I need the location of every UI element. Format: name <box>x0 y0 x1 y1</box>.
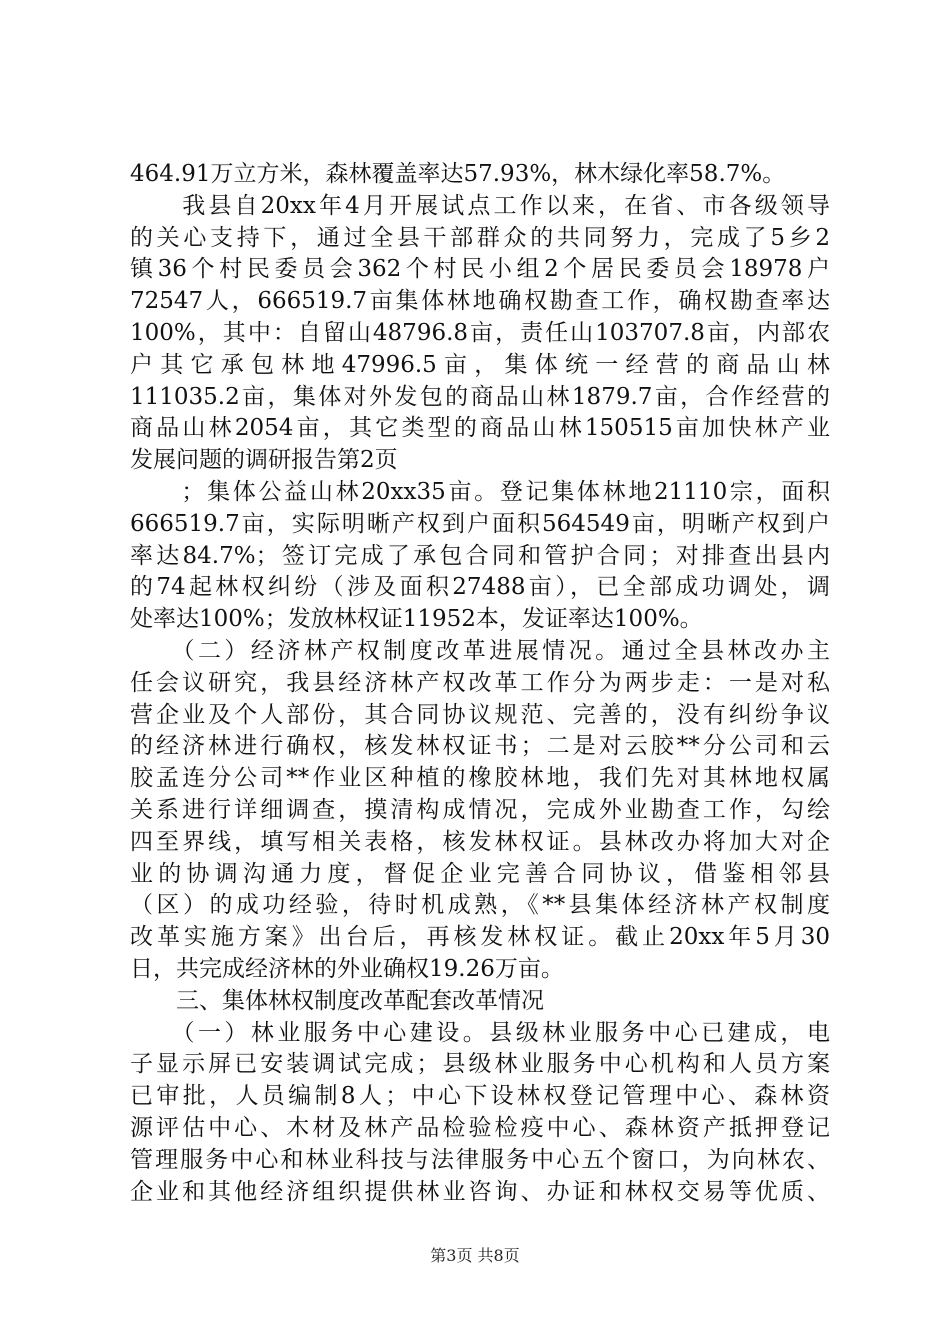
text-line: 发展问题的调研报告第2页 <box>130 447 398 474</box>
text-line: 胶孟连分公司**作业区种植的橡胶林地，我们先对其林地权属 <box>130 765 830 792</box>
text-line: 111035.2亩，集体对外发包的商品山林1879.7亩，合作经营的 <box>130 383 830 410</box>
text-line: 管理服务中心和林业科技与法律服务中心五个窗口，为向林农、 <box>130 1146 830 1173</box>
text-line: 处率达100%；发放林权证11952本，发证率达100%。 <box>130 606 703 633</box>
text-line: 666519.7亩，实际明晰产权到户面积564549亩，明晰产权到户 <box>130 510 830 537</box>
text-line: 已审批，人员编制8人；中心下设林权登记管理中心、森林资 <box>130 1083 830 1110</box>
text-line: 企业和其他经济组织提供林业咨询、办证和林权交易等优质、 <box>130 1178 830 1205</box>
page-footer: 第3页 共8页 <box>430 1246 520 1265</box>
text-line: 率达84.7%；签订完成了承包合同和管护合同；对排查出县内 <box>130 542 830 569</box>
text-line: 源评估中心、木材及林产品检验检疫中心、森林资产抵押登记 <box>130 1115 830 1141</box>
text-line: 72547人，666519.7亩集体林地确权勘查工作，确权勘查率达 <box>130 288 830 315</box>
text-line: 镇36个村民委员会362个村民小组2个居民委员会18978户 <box>130 256 830 283</box>
text-line: 的关心支持下，通过全县干部群众的共同努力，完成了5乡2 <box>130 224 830 251</box>
text-line: 任会议研究，我县经济林产权改革工作分为两步走：一是对私 <box>130 669 830 696</box>
text-line: 子显示屏已安装调试完成；县级林业服务中心机构和人员方案 <box>130 1051 830 1078</box>
text-line: 464.91万立方米，森林覆盖率达57.93%，林木绿化率58.7%。 <box>130 161 786 187</box>
text-line: （一）林业服务中心建设。县级林业服务中心已建成，电 <box>130 1019 830 1046</box>
text-line: 日，共完成经济林的外业确权19.26万亩。 <box>130 956 564 982</box>
text-line: 我县自20xx年4月开展试点工作以来，在省、市各级领导 <box>130 192 830 219</box>
text-line: 营企业及个人部份，其合同协议规范、完善的，没有纠纷争议 <box>130 701 830 728</box>
text-line: 改革实施方案》出台后，再核发林权证。截止20xx年5月30 <box>130 924 830 951</box>
text-line: 户其它承包林地47996.5亩，集体统一经营的商品山林 <box>130 351 830 378</box>
text-line: ；集体公益山林20xx35亩。登记集体林地21110宗，面积 <box>130 479 830 505</box>
text-line: 四至界线，填写相关表格，核发林权证。县林改办将加大对企 <box>130 828 830 855</box>
text-line: （二）经济林产权制度改革进展情况。通过全县林改办主 <box>130 638 830 664</box>
text-line: 三、集体林权制度改革配套改革情况 <box>130 987 544 1014</box>
text-line: 业的协调沟通力度，督促企业完善合同协议，借鉴相邻县 <box>130 860 830 887</box>
text-line: （区）的成功经验，待时机成熟，《**县集体经济林产权制度 <box>130 892 830 919</box>
text-line: 商品山林2054亩，其它类型的商品山林150515亩加快林产业 <box>130 415 830 442</box>
text-line: 关系进行详细调查，摸清构成情况，完成外业勘查工作，勾绘 <box>130 797 830 823</box>
text-line: 100%，其中：自留山48796.8亩，责任山103707.8亩，内部农 <box>130 320 830 346</box>
text-line: 的74起林权纠纷（涉及面积27488亩），已全部成功调处，调 <box>130 574 830 601</box>
text-line: 的经济林进行确权，核发林权证书；二是对云胶**分公司和云 <box>130 733 830 760</box>
